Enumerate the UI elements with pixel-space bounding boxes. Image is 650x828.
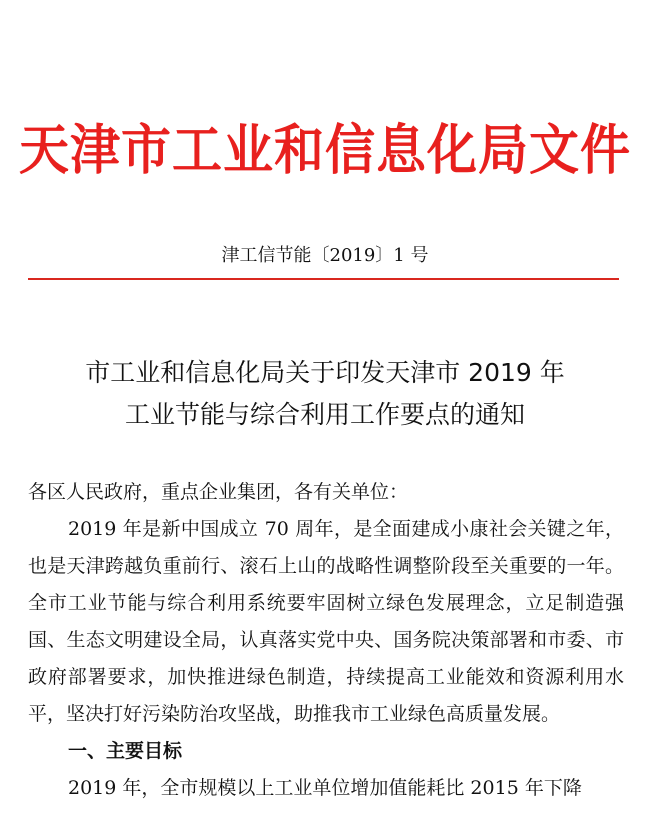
masthead-title: 天津市工业和信息化局文件 — [19, 118, 631, 182]
salutation: 各区人民政府，重点企业集团，各有关单位： — [28, 481, 409, 503]
section-1-paragraph: 2019 年，全市规模以上工业单位增加值能耗比 2015 年下降 — [68, 777, 582, 799]
document-title-line-1: 市工业和信息化局关于印发天津市 2019 年 — [85, 358, 565, 387]
section-heading-main-goals: 一、主要目标 — [68, 740, 183, 762]
document-number: 津工信节能〔2019〕1 号 — [221, 245, 429, 266]
document-body — [28, 474, 624, 807]
intro-paragraph: 2019 年是新中国成立 70 周年，是全面建成小康社会关键之年，也是天津跨越负重前行、滚石上山的战略性调整阶段至关重要的一年。全市工业节能与综合利用系统要牢固树立绿色发展理念，立足制造强国、生态文明建设全局，认真落实党中央、国务院决策部署和市委、市政府部署要求，加快推进绿色制造，持续提高工业能效和资源利用水平，坚决打好污染防治攻坚战，助推我市工业绿色高质量发展。 — [28, 518, 624, 725]
red-divider-rule — [28, 278, 619, 280]
document-title-line-2: 工业节能与综合利用工作要点的通知 — [124, 400, 525, 429]
document-title — [0, 352, 650, 436]
